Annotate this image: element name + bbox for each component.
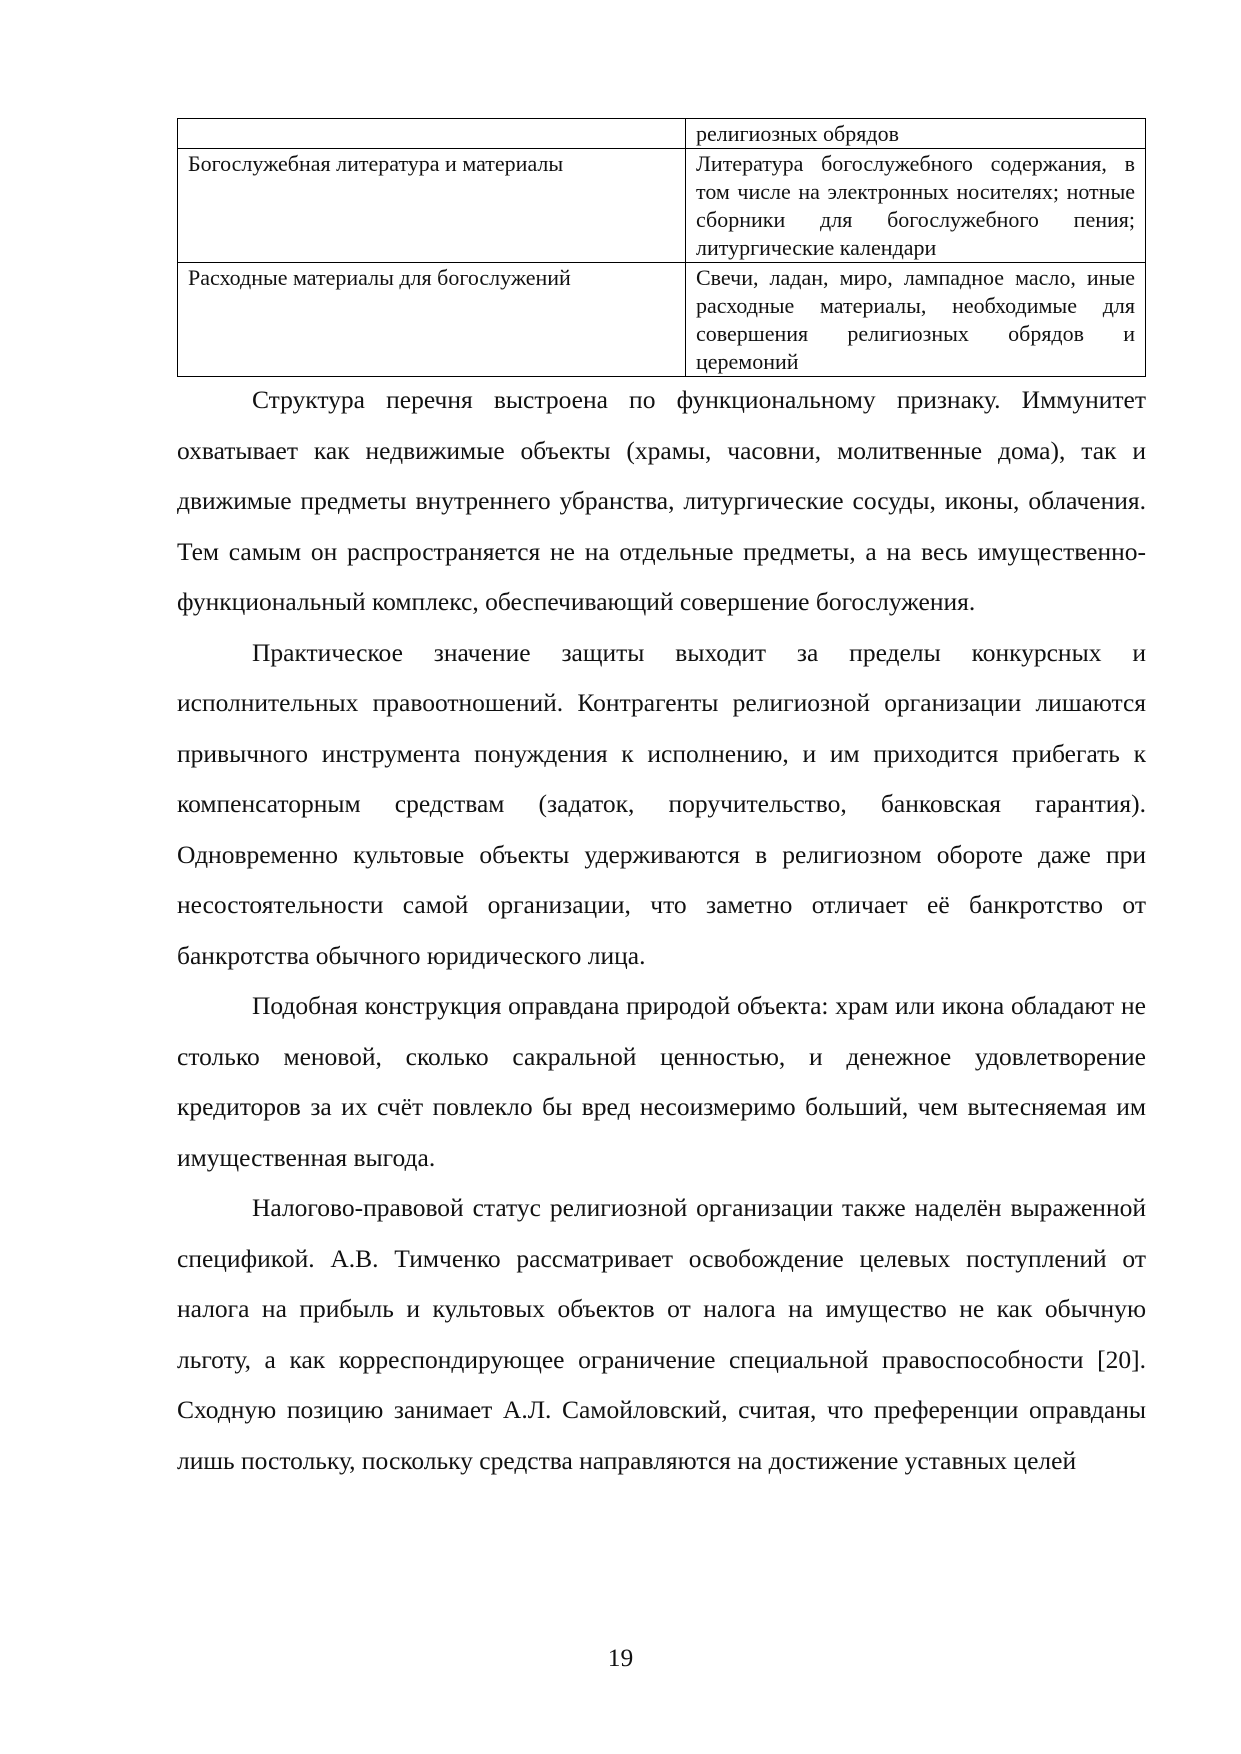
table-cell-description: Свечи, ладан, миро, лампадное масло, иные расходные материалы, необходимые для совершения религиозных обрядов и церемоний (686, 263, 1146, 377)
property-list-table (177, 118, 1146, 377)
table-cell-description: Литература богослужебного содержания, в том числе на электронных носителях; нотные сборники для богослужебного пения; литургические календари (686, 149, 1146, 263)
page-number: 19 (607, 1643, 634, 1672)
table-cell-category: Расходные материалы для богослужений (178, 263, 686, 377)
table-row (178, 263, 1146, 377)
page-content (177, 118, 1146, 1486)
table-cell-category (178, 119, 686, 149)
table-cell-description: религиозных обрядов (686, 119, 1146, 149)
body-paragraph: Структура перечня выстроена по функциональному признаку. Иммунитет охватывает как недвижимые объекты (храмы, часовни, молитвенные дома), так и движимые предметы внутреннего убранства, литургические сосуды, иконы, облачения. Тем самым он распространяется не на отдельные предметы, а на весь имущественно-функциональный комплекс, обеспечивающий совершение богослужения. (177, 385, 1146, 616)
body-paragraph: Практическое значение защиты выходит за пределы конкурсных и исполнительных правоотношений. Контрагенты религиозной организации лишаются привычного инструмента понуждения к исполнению, и им приходится прибегать к компенсаторным средствам (задаток, поручительство, банковская гарантия). Одновременно культовые объекты удерживаются в религиозном обороте даже при несостоятельности самой организации, что заметно отличает её банкротство от банкротства обычного юридического лица. (177, 637, 1146, 970)
body-paragraph: Подобная конструкция оправдана природой объекта: храм или икона обладают не столько меновой, сколько сакральной ценностью, и денежное удовлетворение кредиторов за их счёт повлекло бы вред несоизмеримо больший, чем вытесняемая им имущественная выгода. (177, 991, 1146, 1172)
body-paragraph: Налогово-правовой статус религиозной организации также наделён выраженной спецификой. А.В. Тимченко рассматривает освобождение целевых поступлений от налога на прибыль и культовых объектов от налога на имущество не как обычную льготу, а как корреспондирующее ограничение специальной правоспособности [20]. Сходную позицию занимает А.Л. Самойловский, считая, что преференции оправданы лишь постольку, поскольку средства направляются на достижение уставных целей (177, 1193, 1146, 1475)
table-cell-category: Богослужебная литература и материалы (178, 149, 686, 263)
table-row (178, 119, 1146, 149)
table-row (178, 149, 1146, 263)
